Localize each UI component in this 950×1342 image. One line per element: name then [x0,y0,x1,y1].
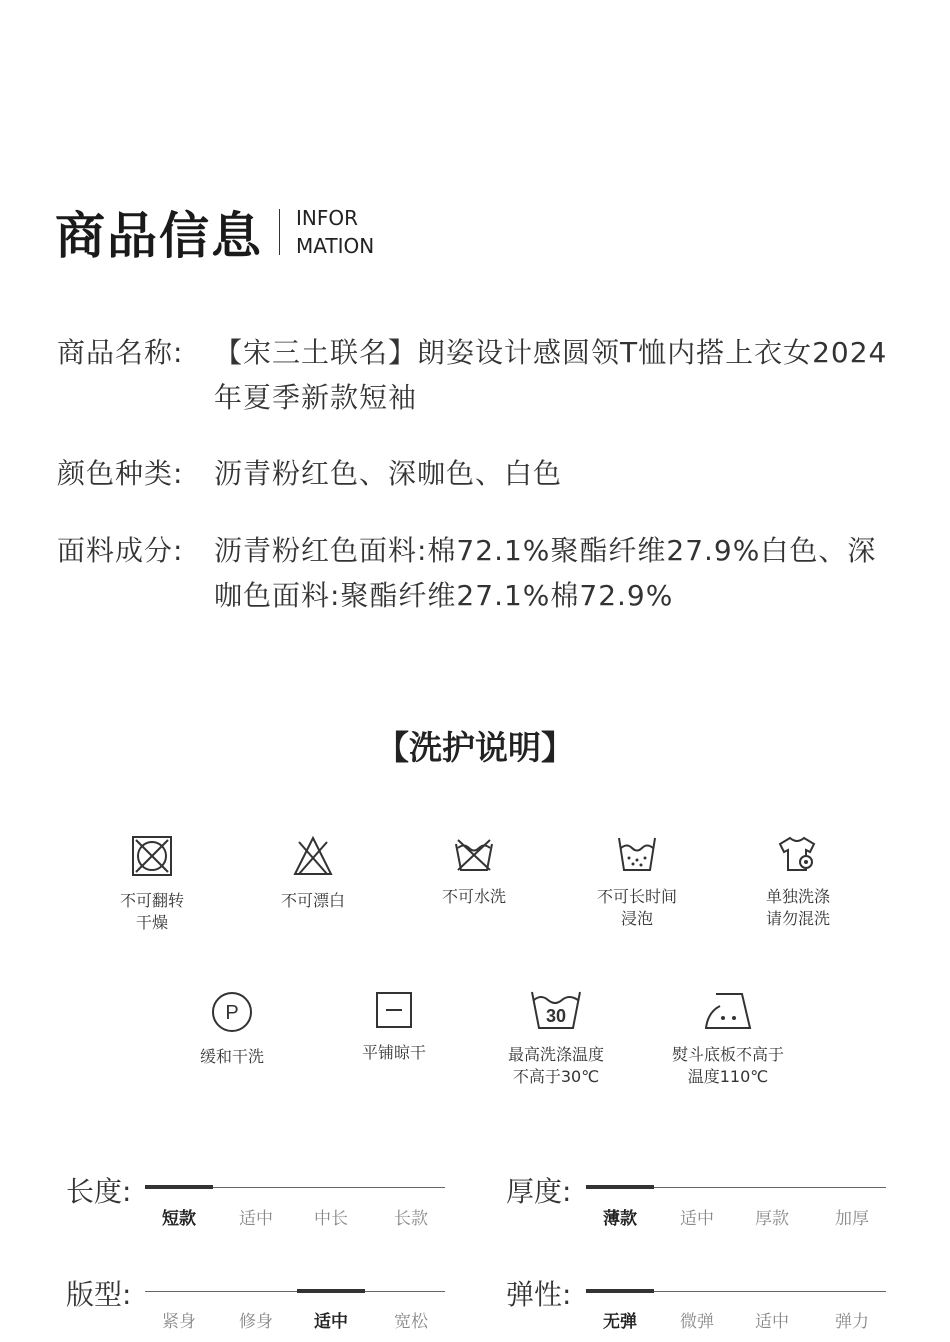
care-item-no-soak [562,834,712,930]
scale-label: 厚度: [506,1175,572,1208]
iron-110-icon [702,990,754,1032]
info-label: 面料成分: [57,534,184,567]
care-label: 不可漂白 [280,891,345,910]
flat-dry-icon [374,990,414,1030]
title-divider [279,209,280,255]
care-item-flat-dry [319,990,469,1064]
scale-indicator [586,1185,654,1189]
scale-label: 长度: [66,1175,132,1208]
subtitle-line-2: MATION [296,234,375,258]
scale-elasticity [506,1273,886,1342]
scale-indicator [586,1289,654,1293]
section-header [55,196,374,268]
care-label: 缓和干洗 [199,1047,264,1066]
scale-label: 版型: [66,1278,132,1311]
scale-option: 无弹 [603,1312,637,1332]
wash-separately-icon [776,834,820,874]
wash-title: 【洗护说明】 [376,728,574,767]
care-label: 单独洗涤 请勿混洗 [765,887,830,928]
info-row-name [57,330,897,420]
scale-option: 厚款 [755,1209,789,1229]
care-item-gentle-dry-clean [157,990,307,1068]
care-label: 不可翻转 干燥 [119,891,184,932]
care-item-wash-separately [723,834,873,930]
no-wash-icon [452,834,496,874]
info-label: 颜色种类: [57,457,184,490]
scale-option: 薄款 [603,1209,637,1229]
subtitle-line-1: INFOR [296,206,359,230]
scale-thickness [506,1170,886,1240]
care-label: 平铺晾干 [361,1043,426,1062]
scale-option: 长款 [394,1209,428,1229]
scale-option: 修身 [239,1312,273,1332]
care-item-no-bleach [238,834,388,912]
info-value: 【宋三土联名】朗姿设计感圆领T恤内搭上衣女2024年夏季新款短袖 [214,336,888,414]
dry-clean-symbol: P [225,1002,239,1024]
scale-option: 微弹 [680,1312,714,1332]
care-item-wash-30 [481,988,631,1088]
gentle-dry-clean-icon [210,990,254,1034]
info-row-color [57,451,897,496]
scale-option: 宽松 [394,1312,428,1332]
scale-indicator [297,1289,365,1293]
scale-option: 弹力 [835,1312,869,1332]
wash-30-icon [528,988,584,1032]
section-title: 商品信息 [55,207,263,265]
care-label: 不可水洗 [441,887,506,906]
wash-temp-symbol: 30 [545,1006,567,1026]
scale-option: 中长 [314,1209,348,1229]
scale-indicator [145,1185,213,1189]
care-label: 不可长时间 浸泡 [596,887,677,928]
scale-length [66,1170,446,1240]
care-item-no-tumble-dry [77,834,227,934]
care-label: 最高洗涤温度 不高于30℃ [507,1045,604,1086]
scale-option: 适中 [314,1312,348,1332]
scale-fit [66,1273,446,1342]
care-label: 熨斗底板不高于 温度110℃ [671,1045,784,1086]
scale-option: 短款 [162,1209,196,1229]
care-item-iron-110 [653,990,803,1088]
no-tumble-dry-icon [130,834,174,878]
info-label: 商品名称: [57,336,184,369]
no-bleach-icon [291,834,335,878]
scale-track [145,1291,445,1292]
info-value: 沥青粉红色、深咖色、白色 [214,457,563,490]
care-item-no-wash [399,834,549,908]
info-row-fabric [57,528,897,618]
info-value: 沥青粉红色面料:棉72.1%聚酯纤维27.9%白色、深咖色面料:聚酯纤维27.1%棉72.9% [214,534,877,612]
section-subtitle [296,204,374,260]
scale-option: 适中 [755,1312,789,1332]
scale-option: 适中 [239,1209,273,1229]
no-soak-icon [615,834,659,874]
scale-option: 加厚 [835,1209,869,1229]
scale-label: 弹性: [506,1278,572,1311]
scale-option: 适中 [680,1209,714,1229]
scale-option: 紧身 [162,1312,196,1332]
